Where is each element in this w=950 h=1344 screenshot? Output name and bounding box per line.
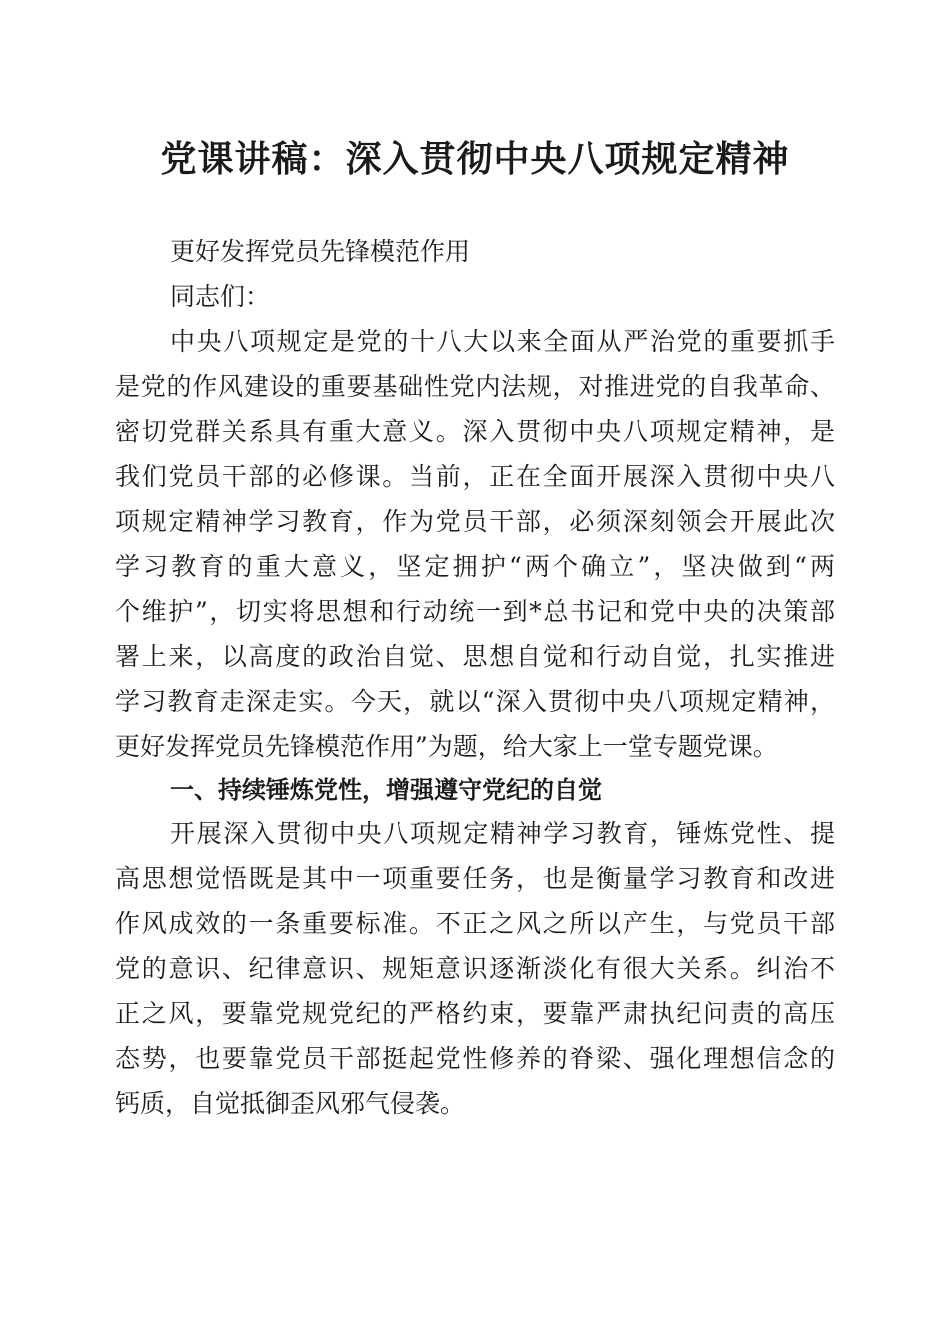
document-title: 党课讲稿：深入贯彻中央八项规定精神 — [160, 138, 790, 180]
section-heading: 一、持续锤炼党性，增强遵守党纪的自觉 — [170, 776, 602, 804]
paragraph1-line: 个维护”，切实将思想和行动统一到*总书记和党中央的决策部 — [115, 597, 835, 626]
paragraph2-line: 钙质，自觉抵御歪风邪气侵袭。 — [115, 1089, 466, 1118]
paragraph1-line: 项规定精神学习教育，作为党员干部，必须深刻领会开展此次 — [115, 507, 835, 536]
paragraph2-line: 作风成效的一条重要标准。不正之风之所以产生，与党员干部 — [115, 909, 835, 938]
paragraph1-line: 是党的作风建设的重要基础性党内法规，对推进党的自我革命、 — [115, 372, 835, 401]
paragraph2-line: 党的意识、纪律意识、规矩意识逐渐淡化有很大关系。纠治不 — [115, 954, 835, 983]
paragraph1-line: 中央八项规定是党的十八大以来全面从严治党的重要抓手 — [170, 327, 835, 356]
paragraph1-line: 更好发挥党员先锋模范作用”为题，给大家上一堂专题党课。 — [115, 732, 778, 761]
subtitle: 更好发挥党员先锋模范作用 — [170, 237, 471, 266]
paragraph2-line: 态势，也要靠党员干部挺起党性修养的脊梁、强化理想信念的 — [115, 1044, 835, 1073]
paragraph2-line: 高思想觉悟既是其中一项重要任务，也是衡量学习教育和改进 — [115, 864, 835, 893]
paragraph1-line: 学习教育走深走实。今天，就以“深入贯彻中央八项规定精神， — [115, 687, 835, 716]
paragraph2-line: 正之风，要靠党规党纪的严格约束，要靠严肃执纪问责的高压 — [115, 999, 835, 1028]
paragraph1-line: 密切党群关系具有重大意义。深入贯彻中央八项规定精神，是 — [115, 417, 835, 446]
paragraph1-line: 学习教育的重大意义，坚定拥护“两个确立”，坚决做到“两 — [115, 552, 835, 581]
paragraph1-line: 我们党员干部的必修课。当前，正在全面开展深入贯彻中央八 — [115, 462, 835, 491]
paragraph1-line: 署上来，以高度的政治自觉、思想自觉和行动自觉，扎实推进 — [115, 642, 835, 671]
salutation: 同志们： — [170, 282, 271, 311]
paragraph2-line: 开展深入贯彻中央八项规定精神学习教育，锤炼党性、提 — [170, 819, 835, 848]
